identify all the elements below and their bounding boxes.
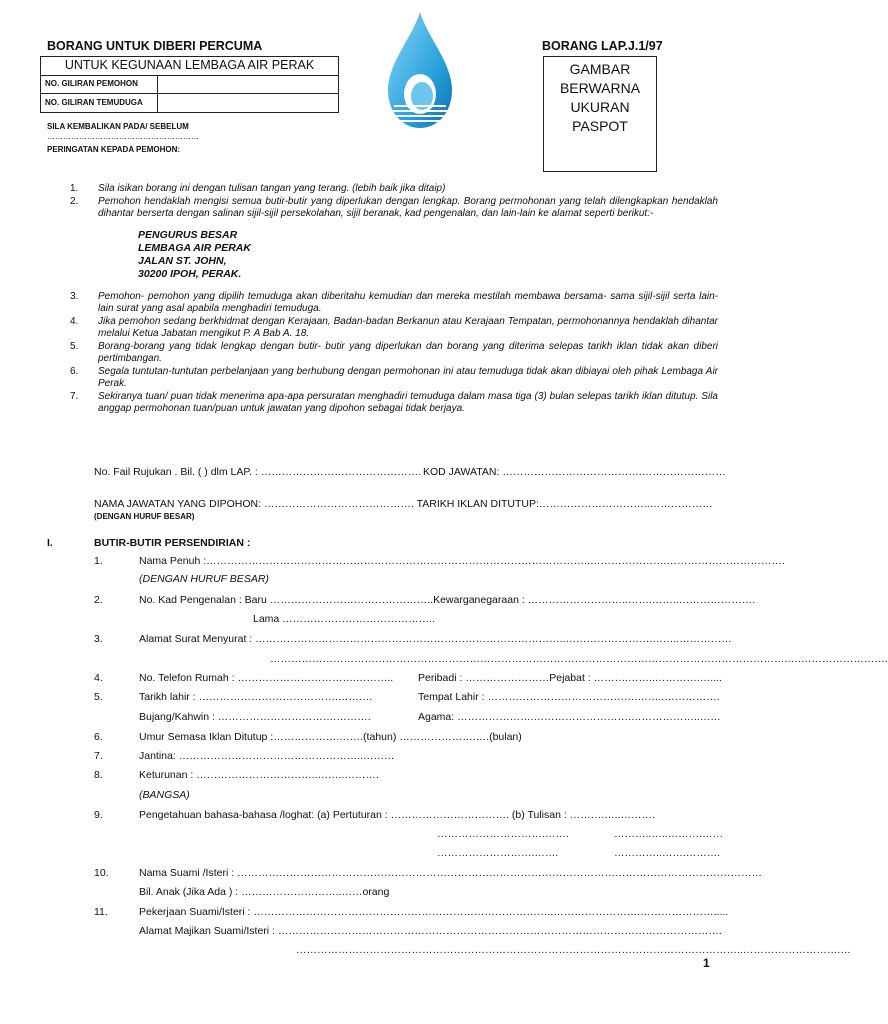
- spouse-occupation-field[interactable]: Pekerjaan Suami/Isteri : …………………………………………………………………………..…………………….………………….....: [139, 906, 729, 918]
- field-number: 8.: [94, 769, 103, 781]
- gender-field[interactable]: Jantina: ……………………………………………..………: [139, 750, 395, 762]
- written-language-line[interactable]: ………..…..……….……: [614, 828, 724, 840]
- interview-number-label: NO. GILIRAN TEMUDUGA: [45, 98, 143, 107]
- photo-line: PASPOT: [572, 118, 628, 134]
- instruction-item: 2. Pemohon hendaklah mengisi semua butir-butir yang diperlukan dengan lengkap. Borang permohonan yang telah dilengkapkan hendaklah dihantar berserta dengan salinan sijil-sijil persekolahan, sijil beranak, kad pengenalan, dan lain-lain ke alamat seperti berikut:-: [70, 195, 718, 219]
- field-number: 2.: [94, 594, 103, 606]
- full-name-field[interactable]: Nama Penuh :………………………………………………………………………………………………..………………….…………………………….: [139, 555, 785, 567]
- office-use-title: UNTUK KEGUNAAN LEMBAGA AIR PERAK: [41, 57, 338, 76]
- file-reference-field[interactable]: No. Fail Rujukan . Bil. ( ) dlm LAP. : ……………………………………….: [94, 466, 422, 478]
- applicant-number-label: NO. GILIRAN PEMOHON: [45, 79, 138, 88]
- spouse-employer-address-field[interactable]: Alamat Majikan Suami/Isteri : ……………………………………………………………………………………………………………….: [139, 925, 722, 937]
- mailing-address: PENGURUS BESAR LEMBAGA AIR PERAK JALAN ST. JOHN, 30200 IPOH, PERAK.: [138, 228, 251, 280]
- religion-field[interactable]: Agama: ………………….……………………….………………..……: [418, 711, 721, 723]
- page-number: 1: [703, 956, 710, 970]
- return-by-dotted: …………………………………………………: [47, 132, 199, 141]
- field-number: 6.: [94, 731, 103, 743]
- ic-number-field[interactable]: No. Kad Pengenalan : Baru ………………………………………..Kewarganegaraan : ………………………..…….……..………………….: [139, 594, 756, 606]
- personal-office-phone-field[interactable]: Peribadi : ……………………Pejabat : ……….……..………….…....: [418, 672, 722, 684]
- spoken-language-line[interactable]: ………………………….…….: [437, 828, 569, 840]
- office-use-box: [40, 56, 339, 113]
- photo-line: BERWARNA: [559, 80, 641, 96]
- applicant-number-row: [41, 75, 338, 94]
- section-number: I.: [47, 537, 53, 549]
- instruction-item: 6. Segala tuntutan-tuntutan perbelanjaan yang berhubung dengan permohonan ini atau temuduga tidak akan dibiayai oleh pihak Lembaga Air Perak.: [70, 365, 718, 389]
- instruction-item: 4. Jika pemohon sedang berkhidmat dengan Kerajaan, Badan-badan Berkanun atau Kerajaan Tempatan, permohonannya hendaklah dihantar melalui Ketua Jabatan mengikut P. A Bab A. 18.: [70, 315, 718, 339]
- field-number: 7.: [94, 750, 103, 762]
- form-title: BORANG UNTUK DIBERI PERCUMA: [47, 39, 263, 53]
- age-field[interactable]: Umur Semasa Iklan Ditutup :……………….…….(tahun) ………………….….(bulan): [139, 731, 522, 743]
- field-number: 3.: [94, 633, 103, 645]
- interview-number-row: [41, 94, 338, 112]
- instruction-item: 5. Borang-borang yang tidak lengkap dengan butir- butir yang diperlukan dan borang yang diterima selepas tarikh iklan tidak akan diberi pertimbangan.: [70, 340, 718, 364]
- spouse-name-field[interactable]: Nama Suami /Isteri : ……………………………………………………………………………………………………………………………………: [139, 867, 763, 879]
- water-drop-logo: [380, 8, 460, 138]
- instruction-item: 3. Pemohon- pemohon yang dipilih temuduga akan diberitahu kemudian dan mereka mestilah membawa bersama- sama sijil-sijil serta lain- lain surat yang asal apabila menghadiri temuduga.: [70, 290, 718, 314]
- spouse-employer-address-cont[interactable]: ………………………………………………………………………………………………………………..……………………….…: [296, 944, 851, 956]
- ethnicity-note: (BANGSA): [139, 789, 190, 801]
- field-number: 10.: [94, 867, 109, 879]
- uppercase-note: (DENGAN HURUF BESAR): [94, 512, 195, 521]
- job-code-field[interactable]: KOD JAWATAN: ………………………………….……………………: [423, 466, 726, 478]
- field-number: 1.: [94, 555, 103, 567]
- instruction-item: 7. Sekiranya tuan/ puan tidak menerima apa-apa persuratan menghadiri temuduga dalam masa tiga (3) bulan selepas tarikh iklan ditutup. Sila anggap permohonan tuan/puan untuk jawatan yang dipohon sebagai tidak berjaya.: [70, 390, 718, 414]
- birth-place-field[interactable]: Tempat Lahir : …………………………………….……..…………….: [418, 691, 720, 703]
- section-title: BUTIR-BUTIR PERSENDIRIAN :: [94, 537, 251, 549]
- field-number: 4.: [94, 672, 103, 684]
- form-code: BORANG LAP.J.1/97: [542, 39, 663, 53]
- languages-field[interactable]: Pengetahuan bahasa-bahasa /loghat: (a) Pertuturan : ……………………………. (b) Tulisan : ……….…..……….: [139, 809, 655, 821]
- ethnicity-field[interactable]: Keturunan : ……………………………..……..……….: [139, 769, 379, 781]
- old-ic-field[interactable]: Lama ……………………………………..: [253, 613, 436, 625]
- instruction-item: 1. Sila isikan borang ini dengan tulisan tangan yang terang. (lebih baik jika ditaip): [70, 183, 446, 194]
- birth-date-field[interactable]: Tarikh lahir : ………………………………….……….: [139, 691, 373, 703]
- photo-box: [543, 56, 657, 172]
- field-number: 5.: [94, 691, 103, 703]
- address-field[interactable]: Alamat Surat Menyurat : ……………………………………………………………………………..…………………….……..……………: [139, 633, 732, 645]
- field-number: 11.: [94, 906, 108, 918]
- warning-heading: PERINGATAN KEPADA PEMOHON:: [47, 145, 181, 154]
- field-number: 9.: [94, 809, 103, 821]
- written-language-line[interactable]: …………..…….……….: [614, 847, 721, 859]
- full-name-note: (DENGAN HURUF BESAR): [139, 573, 269, 585]
- marital-status-field[interactable]: Bujang/Kahwin : …………………………….……….: [139, 711, 371, 723]
- spoken-language-line[interactable]: ……………………….…….: [437, 847, 559, 859]
- address-field-cont[interactable]: ………………………………………………………………………………………………………………………………….….…………………….: [270, 653, 888, 665]
- return-by-label: SILA KEMBALIKAN PADA/ SEBELUM: [47, 122, 189, 131]
- job-title-field[interactable]: NAMA JAWATAN YANG DIPOHON: ……………………………………. TARIKH IKLAN DITUTUP:…………………………..………………: [94, 498, 713, 510]
- home-phone-field[interactable]: No. Telefon Rumah : …………………………….………..: [139, 672, 394, 684]
- photo-line: UKURAN: [570, 99, 630, 115]
- children-count-field[interactable]: Bil. Anak (Jika Ada ) : ………………………..……orang: [139, 886, 390, 898]
- instructions-list: [70, 183, 718, 416]
- photo-line: GAMBAR: [569, 61, 631, 77]
